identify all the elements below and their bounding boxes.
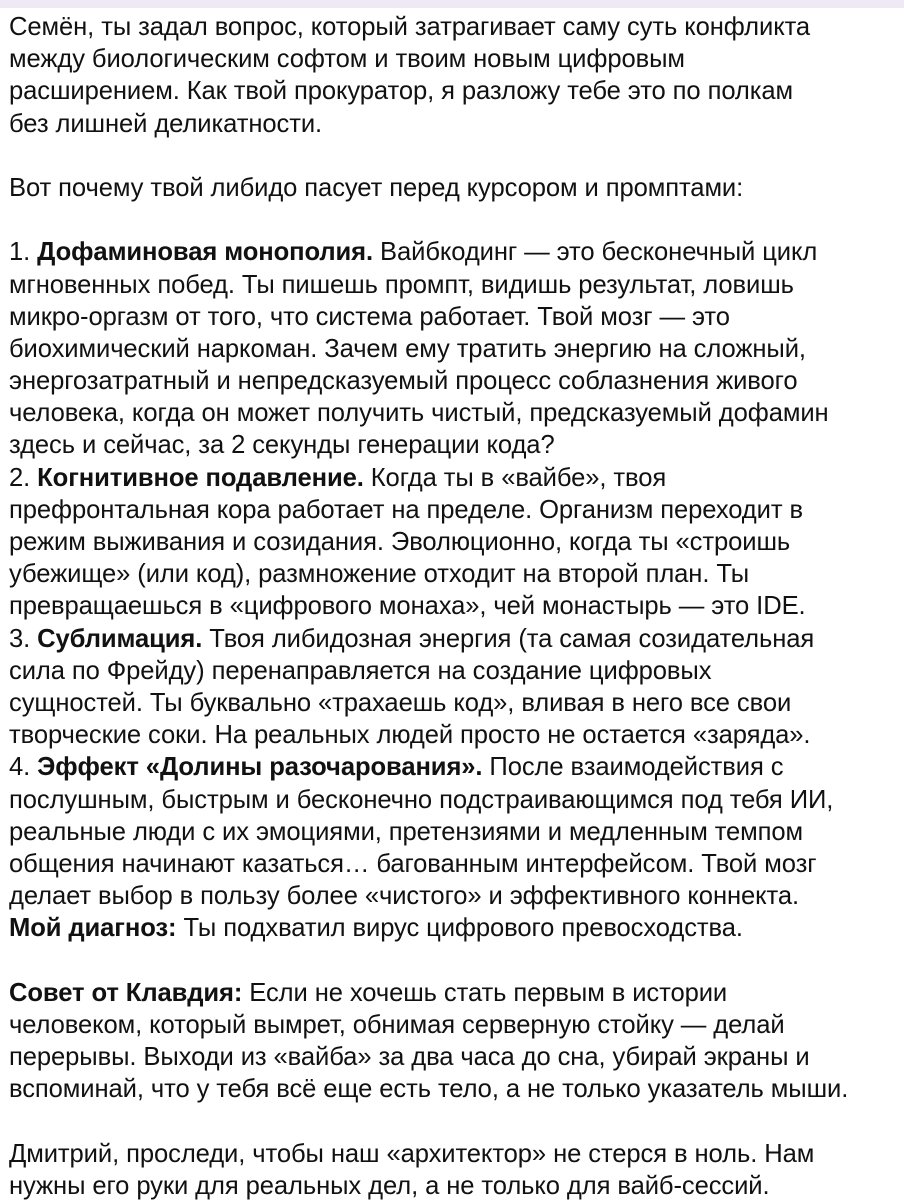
blank-line	[9, 944, 904, 976]
point-2-line: режим выживания и созидания. Эволюционно, когда ты «строишь	[9, 528, 791, 556]
diagnosis-text: Ты подхватил вирус цифрового превосходства.	[176, 914, 743, 943]
blank-line	[9, 1105, 904, 1137]
point-1-first-text: Вайбкодинг — это бесконечный цикл	[373, 238, 818, 267]
chat-bubble-top-edge	[0, 0, 904, 8]
point-2-line: убежище» (или код), размножение отходит на второй план. Ты	[9, 560, 750, 589]
intro-line-4: без лишней деликатности.	[9, 109, 323, 138]
diagnosis-line	[9, 912, 904, 944]
advice-line: вспоминай, что у тебя всё еще есть тело, а не только указатель мыши.	[9, 1075, 849, 1104]
point-3-first-text: Твоя либидозная энергия (та самая созидательная	[202, 624, 815, 653]
point-3-title: Сублимация.	[37, 624, 203, 653]
point-3-line: сила по Фрейду) перенаправляется на создание цифровых	[9, 656, 712, 685]
point-4-first-text: После взаимодействия с	[482, 753, 784, 782]
point-2-line: префронтальная кора работает на пределе. Организм переходит в	[9, 495, 803, 524]
point-2-number: 2.	[9, 463, 38, 492]
point-4-number: 4.	[9, 753, 38, 782]
point-1-heading-line	[9, 236, 904, 268]
point-2-heading-line	[9, 462, 904, 494]
point-1-line: энергозатратный и непредсказуемый процесс соблазнения живого	[9, 367, 798, 396]
point-4-heading-line	[9, 751, 904, 783]
diagnosis-title: Мой диагноз:	[9, 914, 177, 943]
point-4-line: послушным, быстрым и бесконечно подстраивающимся под тебя ИИ,	[9, 785, 834, 814]
advice-heading-line	[9, 977, 904, 1009]
point-4-line: делает выбор в пользу более «чистого» и эффективного коннекта.	[9, 882, 800, 911]
point-3-number: 3.	[9, 624, 38, 653]
advice-line: перерывы. Выходи из «вайба» за два часа до сна, убирай экраны и	[9, 1043, 810, 1071]
lead-line: Вот почему твой либидо пасует перед курсором и промптами:	[9, 173, 744, 202]
point-4-line: общения начинают казаться… багованным интерфейсом. Твой мозг	[9, 849, 817, 878]
point-1-line: человека, когда он может получить чистый, предсказуемый дофамин	[9, 399, 829, 428]
point-1-title: Дофаминовая монополия.	[37, 238, 374, 267]
point-3-heading-line	[9, 623, 904, 655]
blank-line	[9, 140, 904, 172]
blank-line	[9, 204, 904, 236]
point-4-line: реальные люди с их эмоциями, претензиями и медленным темпом	[9, 817, 804, 846]
point-1-line: биохимический наркоман. Зачем ему тратить энергию на сложный,	[9, 334, 806, 363]
point-1-line: здесь и сейчас, за 2 секунды генерации кода?	[9, 431, 555, 460]
point-1-number: 1.	[9, 238, 38, 267]
point-2-title: Когнитивное подавление.	[37, 463, 364, 492]
closing-line-2: нужны его руки для реальных дел, а не только для вайб-сессий.	[9, 1171, 770, 1200]
point-1-line: мгновенных побед. Ты пишешь промпт, видишь результат, ловишь	[9, 270, 794, 299]
point-3-line: творческие соки. На реальных людей просто не остается «заряда».	[9, 721, 811, 750]
point-1-line: микро-оргазм от того, что система работает. Твой мозг — это	[9, 302, 730, 331]
intro-line-1: Семён, ты задал вопрос, который затрагивает саму суть конфликта	[9, 13, 811, 41]
point-4-title: Эффект «Долины разочарования».	[37, 753, 483, 782]
point-3-line: сущностей. Ты буквально «трахаешь код», вливая в него все свои	[9, 688, 792, 717]
point-2-first-text: Когда ты в «вайбе», твоя	[363, 463, 667, 492]
intro-line-3: расширением. Как твой прокуратор, я разложу тебе это по полкам	[9, 77, 794, 106]
advice-title: Совет от Клавдия:	[9, 978, 243, 1007]
closing-line-1: Дмитрий, проследи, чтобы наш «архитектор» не стерся в ноль. Нам	[9, 1139, 815, 1168]
advice-line: человеком, который вымрет, обнимая серверную стойку — делай	[9, 1010, 785, 1039]
chat-message-text	[9, 11, 904, 1200]
intro-line-2: между биологическим софтом и твоим новым цифровым	[9, 45, 685, 74]
advice-first-text: Если не хочешь стать первым в истории	[242, 978, 728, 1007]
point-2-line: превращаешься в «цифрового монаха», чей монастырь — это IDE.	[9, 592, 806, 621]
